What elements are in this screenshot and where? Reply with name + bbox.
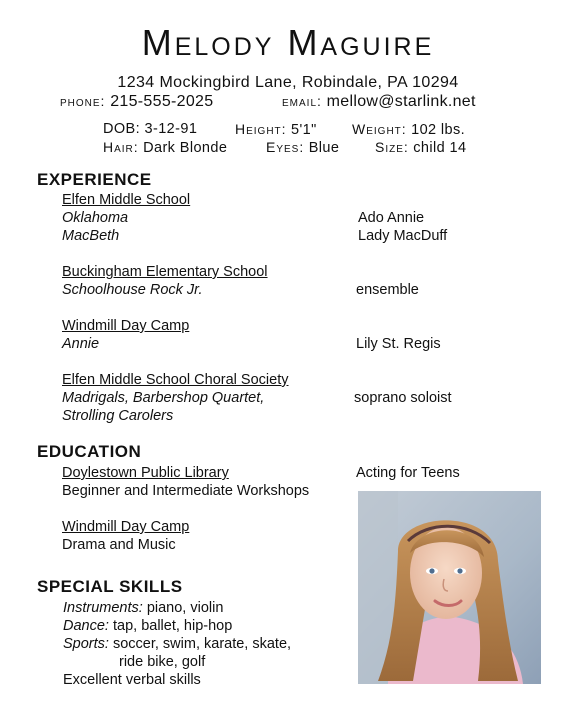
skill-instruments [63,600,223,616]
hair-value: Dark Blonde [143,140,228,156]
exp-role: ensemble [356,282,419,298]
exp-org: Windmill Day Camp [62,318,190,334]
skill-other: Excellent verbal skills [63,672,201,688]
hair-label: Hair: [103,139,139,155]
eyes-value: Blue [308,140,340,156]
exp-org: Elfen Middle School [62,192,191,208]
dance-value: tap, ballet, hip-hop [112,618,233,634]
exp-show: Strolling Carolers [62,408,174,424]
sports-continued: ride bike, golf [119,654,206,670]
dob-value: 3-12-91 [144,121,198,137]
size-value: child 14 [413,140,467,156]
education-heading: EDUCATION [37,442,142,461]
phone-line [60,93,213,111]
exp-org: Elfen Middle School Choral Society [62,372,289,388]
dance-label: Dance: [63,618,109,634]
phone-number: 215-555-2025 [110,93,214,110]
eyes-stat [266,139,339,156]
skills-heading: SPECIAL SKILLS [37,577,183,596]
size-stat [375,139,466,156]
sports-label: Sports: [63,636,109,652]
email-line [282,93,476,111]
address: 1234 Mockingbird Lane, Robindale, PA 10294 [117,74,459,91]
email-label: email: [282,93,322,109]
experience-heading: EXPERIENCE [37,170,152,189]
exp-show: Oklahoma [62,210,129,226]
exp-role: Lady MacDuff [358,228,448,244]
exp-show: Madrigals, Barbershop Quartet, [62,390,265,406]
instruments-label: Instruments: [63,600,143,616]
exp-org: Buckingham Elementary School [62,264,268,280]
skill-dance [63,618,232,634]
height-value: 5'1" [291,122,317,138]
weight-label: Weight: [352,121,407,137]
headshot-illustration [358,491,541,684]
eyes-label: Eyes: [266,139,305,155]
exp-show: Annie [62,336,100,352]
edu-detail: Beginner and Intermediate Workshops [62,483,310,499]
skill-sports [63,636,291,652]
sports-value: soccer, swim, karate, skate, [112,636,292,652]
headshot-photo [358,491,541,684]
exp-show: Schoolhouse Rock Jr. [62,282,203,298]
weight-value: 102 lbs. [411,122,466,138]
edu-org: Doylestown Public Library [62,465,229,481]
resume-name: Melody Maguire [141,22,435,63]
size-label: Size: [375,139,409,155]
dob-stat [103,121,197,137]
email-address: mellow@starlink.net [326,93,476,110]
edu-course: Acting for Teens [356,465,460,481]
weight-stat [352,121,465,138]
exp-role: soprano soloist [354,390,452,406]
dob-label: DOB: [103,121,141,137]
exp-role: Ado Annie [358,210,425,226]
edu-org: Windmill Day Camp [62,519,190,535]
hair-stat [103,139,227,156]
height-stat [235,121,317,138]
exp-show: MacBeth [62,228,120,244]
height-label: Height: [235,121,287,137]
exp-role: Lily St. Regis [356,336,441,352]
phone-label: phone: [60,93,106,109]
edu-detail: Drama and Music [62,537,176,553]
instruments-value: piano, violin [146,600,224,616]
